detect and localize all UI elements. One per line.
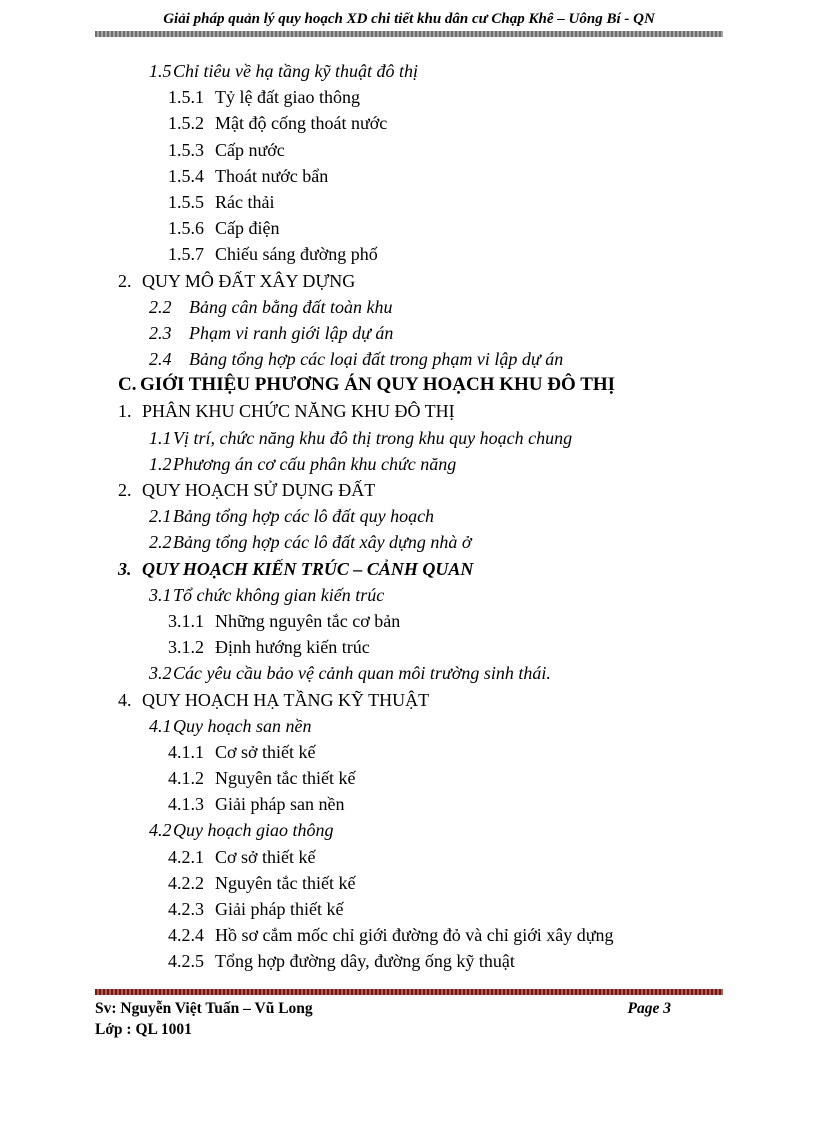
toc-entry-number: 4.1.3 bbox=[168, 794, 204, 815]
page-header-title: Giải pháp quản lý quy hoạch XD chi tiết khu dân cư Chạp Khê – Uông Bí - QN bbox=[163, 11, 655, 27]
toc-entry bbox=[0, 477, 816, 503]
toc-entry-number: 3.2 bbox=[149, 663, 172, 684]
toc-entry-number: 1.5.3 bbox=[168, 139, 204, 160]
toc-entry-text: Mật độ cống thoát nước bbox=[215, 113, 388, 134]
toc-entry-text: Các yêu cầu bảo vệ cảnh quan môi trường sinh thái. bbox=[173, 663, 551, 684]
table-of-contents bbox=[0, 58, 816, 975]
toc-entry-text: Định hướng kiến trúc bbox=[215, 637, 370, 658]
toc-entry bbox=[0, 84, 816, 110]
toc-entry-text: QUY HOẠCH SỬ DỤNG ĐẤT bbox=[142, 480, 376, 500]
toc-entry bbox=[0, 137, 816, 163]
toc-entry-number: 2. bbox=[118, 270, 132, 291]
toc-entry-number: 1.2 bbox=[149, 453, 172, 474]
page-number: Page 3 bbox=[627, 1000, 671, 1017]
toc-entry bbox=[0, 189, 816, 215]
toc-entry-text: QUY HOẠCH KIẾN TRÚC – CẢNH QUAN bbox=[142, 558, 474, 579]
toc-entry-number: 1.1 bbox=[149, 427, 172, 448]
toc-entry-number: 4.1.1 bbox=[168, 741, 204, 762]
toc-entry-number: 1.5.2 bbox=[168, 113, 204, 134]
toc-entry bbox=[0, 660, 816, 686]
toc-entry bbox=[0, 844, 816, 870]
toc-entry bbox=[0, 320, 816, 346]
toc-entry-text: Nguyên tắc thiết kế bbox=[215, 768, 356, 789]
toc-entry bbox=[0, 398, 816, 424]
toc-entry-number: 1.5.6 bbox=[168, 218, 204, 239]
toc-entry-number: 4.1.2 bbox=[168, 768, 204, 789]
toc-entry-number: 2.2 bbox=[149, 296, 172, 317]
toc-entry-number: 1.5 bbox=[149, 61, 172, 81]
toc-entry-number: 2.1 bbox=[149, 506, 172, 527]
toc-entry-text: Quy hoạch san nền bbox=[173, 715, 312, 736]
toc-entry-text: Tổ chức không gian kiến trúc bbox=[173, 584, 385, 605]
toc-entry bbox=[0, 58, 816, 84]
toc-entry-number: 4. bbox=[118, 689, 132, 710]
toc-entry bbox=[0, 110, 816, 136]
toc-entry-text: Hồ sơ cắm mốc chỉ giới đường đỏ và chỉ giới xây dựng bbox=[215, 925, 614, 946]
toc-entry-text: GIỚI THIỆU PHƯƠNG ÁN QUY HOẠCH KHU ĐÔ THỊ bbox=[140, 374, 616, 396]
toc-entry-text: QUY HOẠCH HẠ TẦNG KỸ THUẬT bbox=[142, 689, 430, 710]
toc-entry-text: Tỷ lệ đất giao thông bbox=[215, 87, 360, 108]
toc-entry bbox=[0, 896, 816, 922]
toc-entry-number: 3.1 bbox=[149, 584, 172, 605]
footer-students: Sv: Nguyễn Việt Tuấn – Vũ Long bbox=[95, 1000, 313, 1017]
toc-entry-number: 4.2.1 bbox=[168, 846, 204, 867]
toc-entry-text: Cấp điện bbox=[215, 218, 280, 239]
toc-entry bbox=[0, 608, 816, 634]
toc-entry-text: Phạm vi ranh giới lập dự án bbox=[189, 322, 394, 343]
toc-entry bbox=[0, 817, 816, 843]
toc-entry-number: 4.2.2 bbox=[168, 872, 204, 893]
toc-entry bbox=[0, 948, 816, 974]
toc-entry-number: 3. bbox=[118, 558, 132, 579]
toc-entry-text: Thoát nước bẩn bbox=[215, 165, 329, 186]
toc-entry-text: Vị trí, chức năng khu đô thị trong khu quy hoạch chung bbox=[173, 427, 573, 448]
toc-entry-number: 2. bbox=[118, 480, 132, 500]
toc-entry bbox=[0, 556, 816, 582]
toc-entry bbox=[0, 451, 816, 477]
toc-entry-number: 1.5.4 bbox=[168, 165, 204, 186]
toc-entry-number: 4.1 bbox=[149, 715, 172, 736]
toc-entry bbox=[0, 634, 816, 660]
toc-entry-text: Tổng hợp đường dây, đường ống kỹ thuật bbox=[215, 951, 515, 972]
toc-entry-text: Cấp nước bbox=[215, 139, 285, 160]
toc-entry-number: 1.5.5 bbox=[168, 191, 204, 212]
toc-entry bbox=[0, 503, 816, 529]
toc-entry-text: PHÂN KHU CHỨC NĂNG KHU ĐÔ THỊ bbox=[142, 401, 455, 422]
toc-entry bbox=[0, 268, 816, 294]
toc-entry-text: Bảng tổng hợp các lô đất xây dựng nhà ở bbox=[173, 532, 472, 553]
toc-entry-text: Bảng tổng hợp các lô đất quy hoạch bbox=[173, 506, 435, 527]
toc-entry bbox=[0, 346, 816, 372]
toc-entry-text: Bảng cân bằng đất toàn khu bbox=[189, 296, 393, 317]
toc-entry-number: 4.2.3 bbox=[168, 899, 204, 919]
toc-entry-number: 1.5.1 bbox=[168, 87, 204, 108]
toc-entry bbox=[0, 687, 816, 713]
toc-entry-text: Cơ sở thiết kế bbox=[215, 846, 316, 867]
toc-entry-text: Chiếu sáng đường phố bbox=[215, 244, 378, 265]
toc-entry bbox=[0, 215, 816, 241]
page-footer bbox=[95, 998, 723, 1040]
toc-entry bbox=[0, 922, 816, 948]
toc-entry bbox=[0, 163, 816, 189]
toc-entry-number: 2.3 bbox=[149, 322, 172, 343]
toc-entry-text: Giải pháp san nền bbox=[215, 794, 345, 815]
toc-entry-text: Giải pháp thiết kế bbox=[215, 899, 344, 919]
toc-entry bbox=[0, 294, 816, 320]
header-divider bbox=[95, 31, 723, 37]
toc-entry-number: 4.2.4 bbox=[168, 925, 204, 946]
toc-entry bbox=[0, 791, 816, 817]
toc-entry-text: Quy hoạch giao thông bbox=[173, 820, 334, 841]
toc-entry bbox=[0, 582, 816, 608]
footer-class: Lớp : QL 1001 bbox=[95, 1021, 192, 1038]
toc-entry-text: Rác thải bbox=[215, 191, 275, 212]
toc-entry-number: 2.4 bbox=[149, 349, 172, 370]
toc-entry-text: Chỉ tiêu về hạ tầng kỹ thuật đô thị bbox=[173, 61, 418, 81]
toc-entry bbox=[0, 425, 816, 451]
toc-entry-text: Những nguyên tắc cơ bản bbox=[215, 610, 401, 631]
toc-entry-number: 4.2 bbox=[149, 820, 172, 841]
toc-entry-text: Phương án cơ cấu phân khu chức năng bbox=[173, 453, 457, 474]
toc-entry bbox=[0, 529, 816, 555]
toc-entry-number: 3.1.2 bbox=[168, 637, 204, 658]
toc-entry-number: 3.1.1 bbox=[168, 610, 204, 631]
toc-entry-number: C. bbox=[118, 374, 137, 396]
toc-entry-text: Bảng tổng hợp các loại đất trong phạm vi lập dự án bbox=[189, 349, 564, 370]
toc-entry-text: Nguyên tắc thiết kế bbox=[215, 872, 356, 893]
toc-entry-number: 4.2.5 bbox=[168, 951, 204, 972]
footer-divider bbox=[95, 989, 723, 995]
toc-entry-text: QUY MÔ ĐẤT XÂY DỰNG bbox=[142, 270, 356, 291]
toc-entry bbox=[0, 765, 816, 791]
toc-entry bbox=[0, 372, 816, 398]
toc-entry bbox=[0, 739, 816, 765]
toc-entry-number: 1.5.7 bbox=[168, 244, 204, 265]
toc-entry-number: 1. bbox=[118, 401, 132, 422]
toc-entry bbox=[0, 241, 816, 267]
toc-entry-number: 2.2 bbox=[149, 532, 172, 553]
toc-entry-text: Cơ sở thiết kế bbox=[215, 741, 316, 762]
toc-entry bbox=[0, 713, 816, 739]
toc-entry bbox=[0, 870, 816, 896]
